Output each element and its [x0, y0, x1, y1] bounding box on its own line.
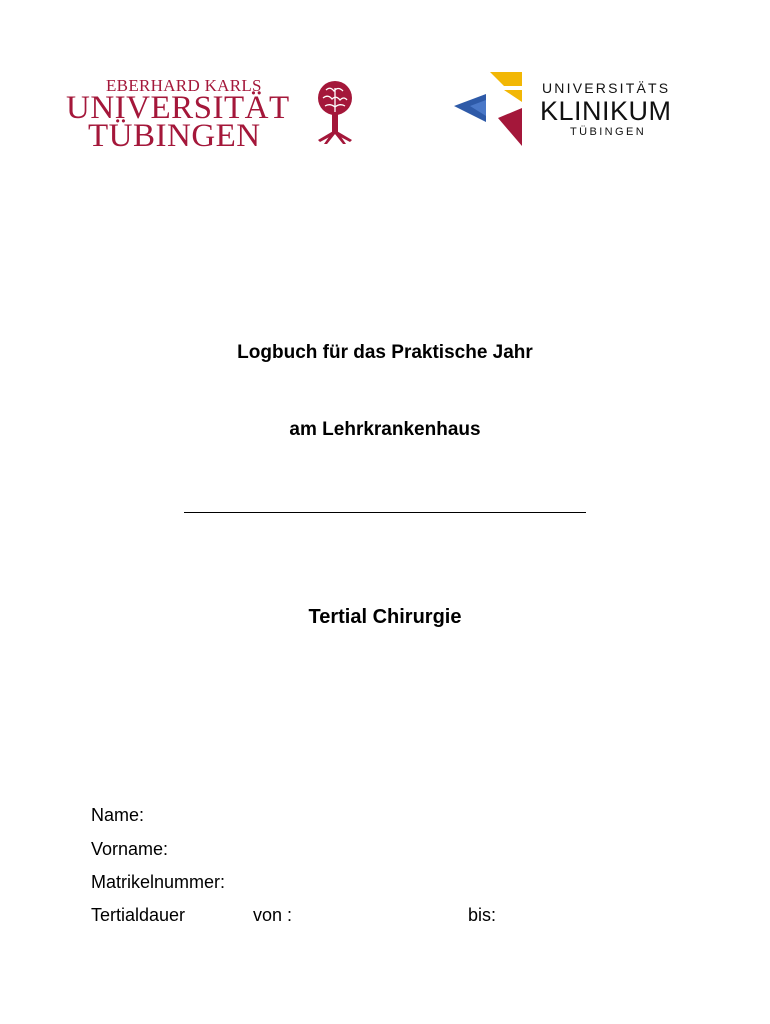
universitaetsklinikum-tuebingen-logo	[452, 72, 682, 152]
university-logo-line2: UNIVERSITÄT	[66, 90, 290, 126]
tertialdauer-label: Tertialdauer	[91, 905, 186, 925]
von-label: von :	[253, 905, 293, 925]
klinikum-logo-text	[540, 80, 672, 139]
tertial-heading: Tertial Chirurgie	[308, 606, 462, 628]
klinikum-mark-icon	[452, 72, 532, 148]
university-tuebingen-logo	[66, 74, 358, 154]
klinikum-logo-line1: UNIVERSITÄTS	[542, 80, 671, 96]
vorname-label: Vorname:	[91, 839, 169, 859]
klinikum-logo-line2: KLINIKUM	[540, 96, 672, 126]
university-logo-line3: TÜBINGEN	[88, 118, 261, 154]
klinikum-logo-line3: TÜBINGEN	[570, 126, 647, 138]
name-label: Name:	[91, 805, 145, 825]
matrikelnummer-label: Matrikelnummer:	[91, 872, 226, 892]
hospital-name-blank-line	[184, 512, 586, 513]
bis-label: bis:	[468, 905, 497, 925]
document-title: Logbuch für das Praktische Jahr	[237, 342, 533, 363]
document-subtitle: am Lehrkrankenhaus	[289, 419, 481, 440]
university-logo-line1: EBERHARD KARLS	[106, 76, 262, 95]
tree-icon	[314, 78, 356, 148]
